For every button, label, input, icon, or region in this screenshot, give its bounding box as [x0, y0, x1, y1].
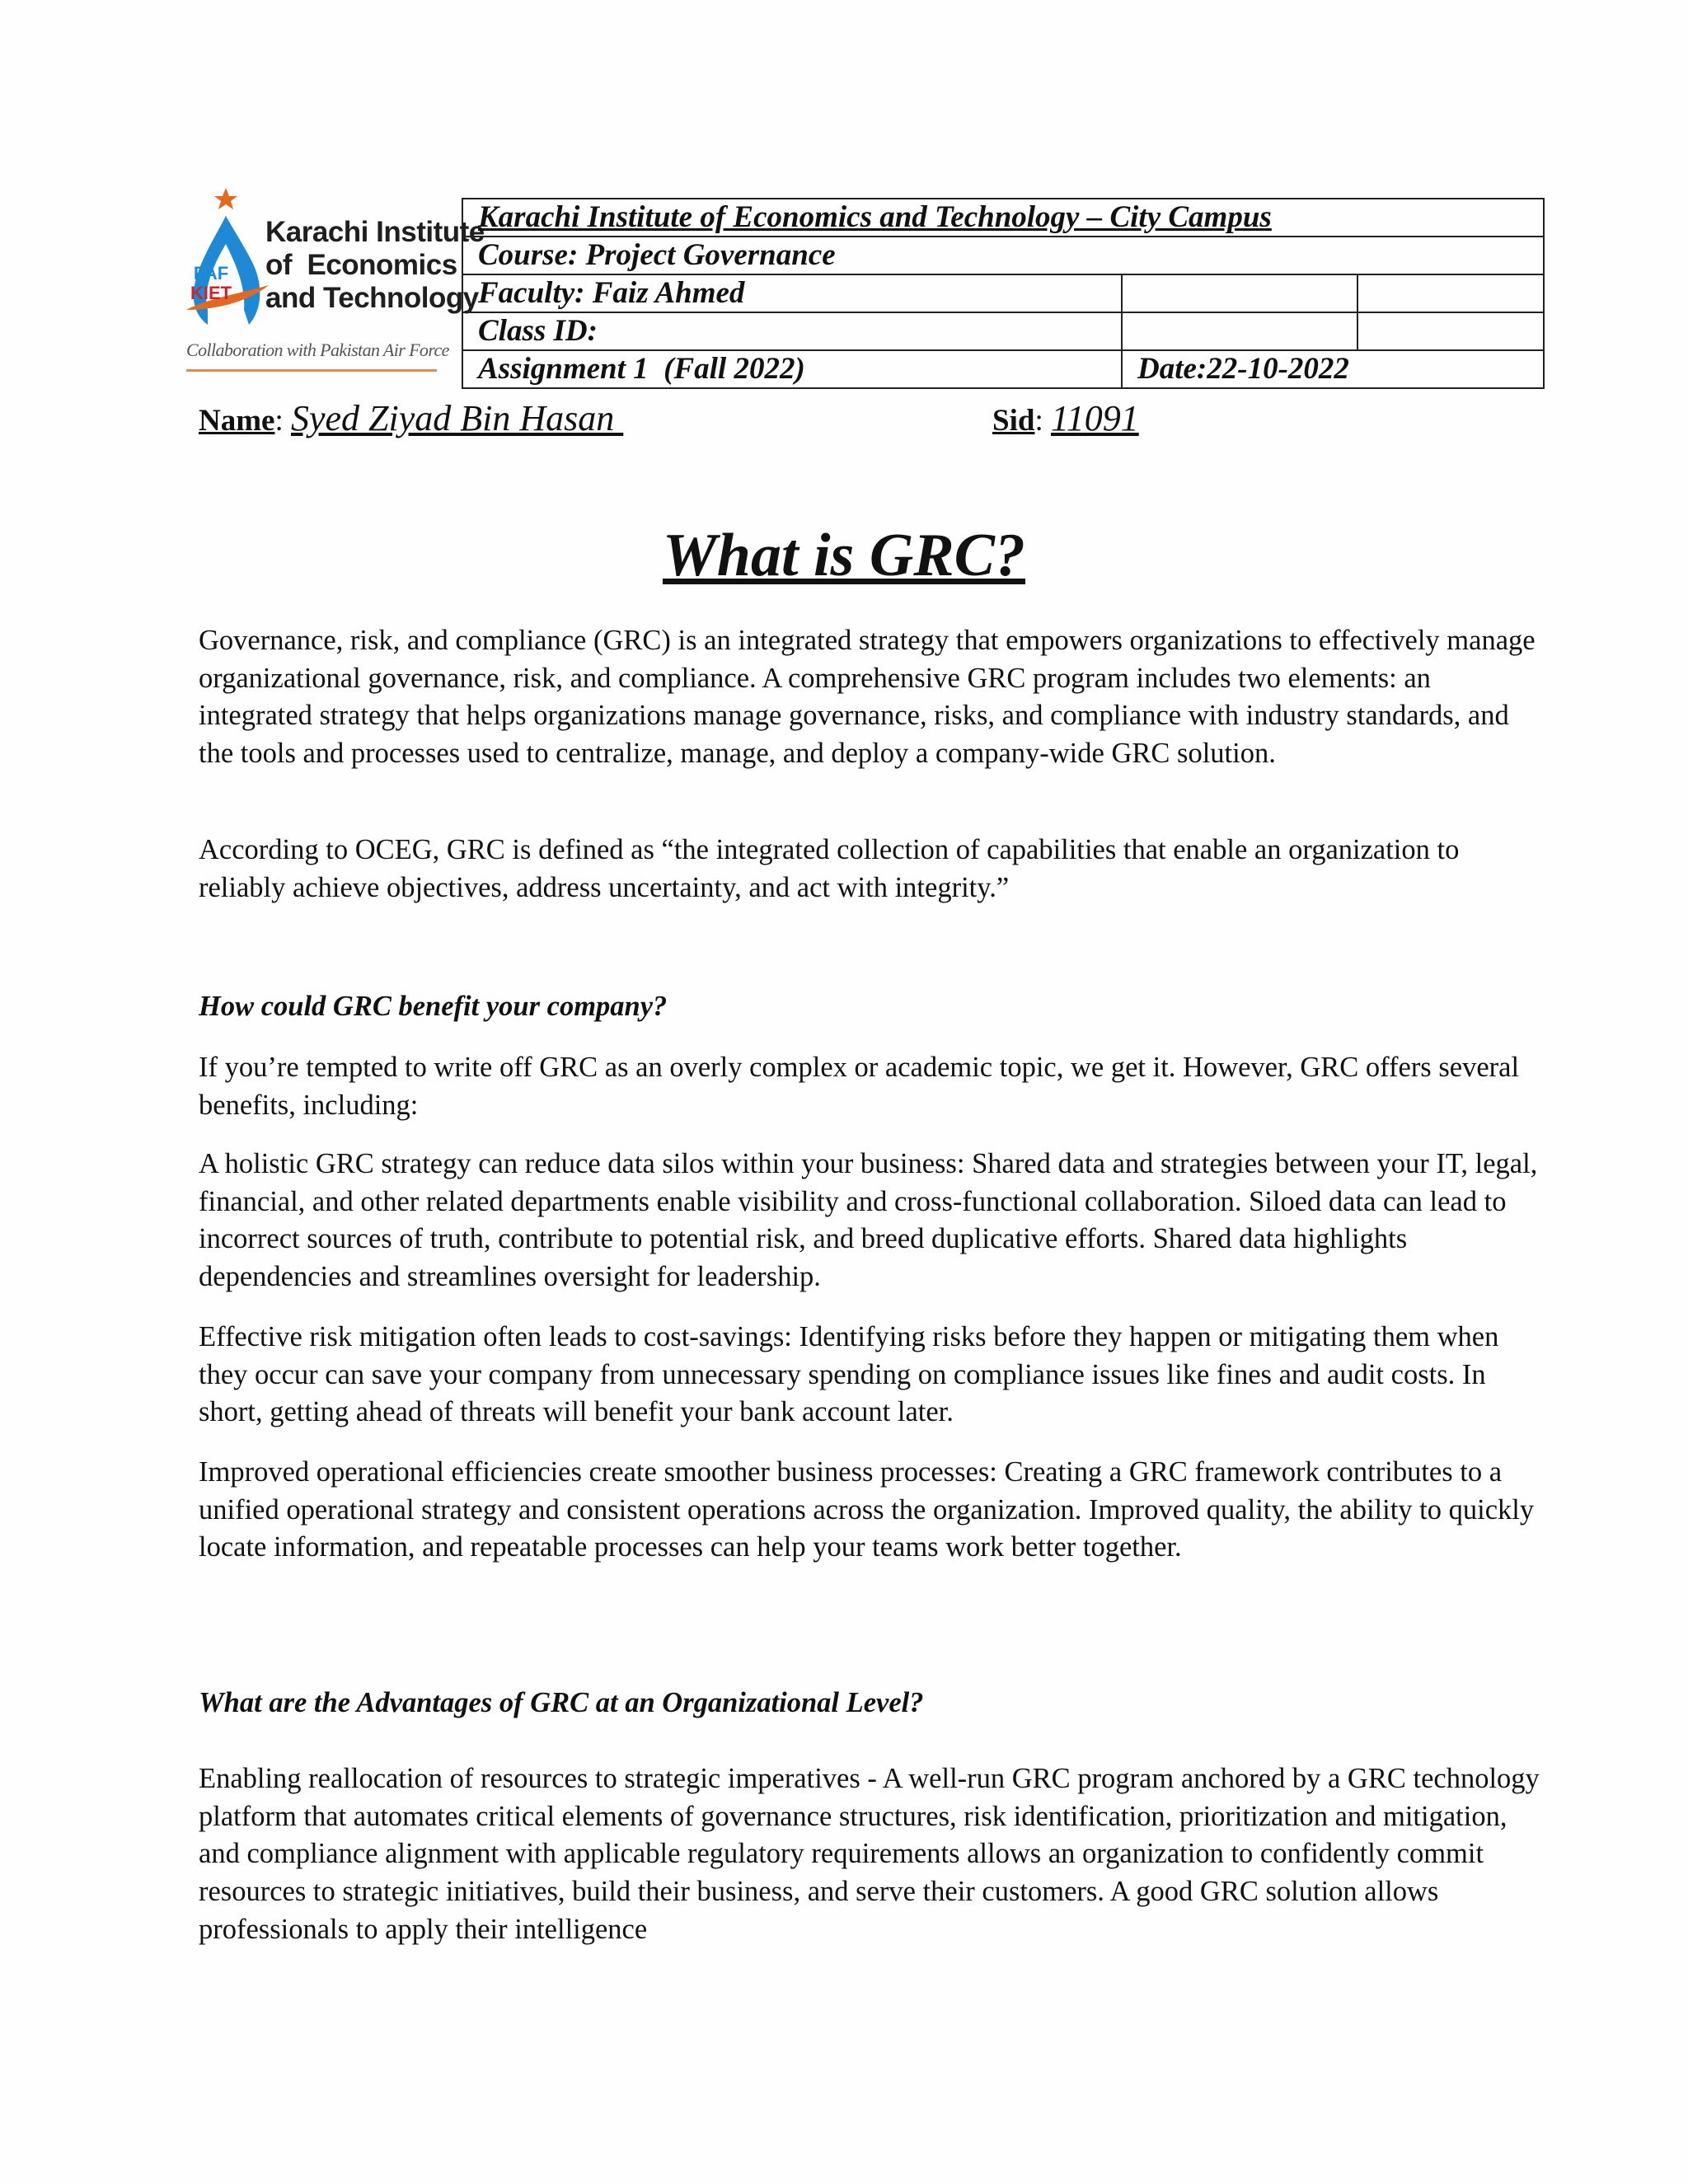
institute-name: Karachi Institute of Economics and Technology – City Campus — [478, 200, 1272, 234]
logo-emblem-icon — [183, 186, 274, 335]
faculty-cell: Faculty: Faiz Ahmed — [462, 274, 1122, 312]
student-sid-row: Sid: 11091 — [992, 398, 1139, 438]
paragraph-benefit-intro: If you’re tempted to write off GRC as an overly complex or academic topic, we get it. However, GRC offers several benefits, including: — [199, 1052, 1520, 1121]
name-label: Name — [199, 404, 275, 438]
header-row-faculty — [462, 274, 1544, 312]
paragraph-intro-2: According to OCEG, GRC is defined as “the integrated collection of capabilities that enable an organization to reliably achieve objectives, address uncertainty, and act with integrity.” — [199, 834, 1460, 903]
date-cell: Date:22-10-2022 — [1122, 350, 1544, 388]
student-sid: 11091 — [1050, 398, 1139, 438]
logo-badge-paf: PAF — [193, 263, 229, 284]
header-row-class — [462, 312, 1544, 350]
logo-tagline: Collaboration with Pakistan Air Force — [186, 340, 449, 360]
assignment-cell: Assignment 1 (Fall 2022) — [462, 350, 1122, 388]
section-heading-benefits: How could GRC benefit your company? — [199, 991, 668, 1022]
logo-line-1: Karachi Institute — [265, 216, 485, 248]
student-name-row: Name: Syed Ziyad Bin Hasan — [199, 398, 624, 438]
paragraph-benefit-2: Effective risk mitigation often leads to cost-savings: Identifying risks before they happen or mitigating them when they occur can save your company from unnecessary spending on compliance issues like fines and audit costs. In short, getting ahead of threats will benefit your bank account later. — [199, 1321, 1499, 1428]
class-id-cell: Class ID: — [462, 312, 1122, 350]
logo-divider — [186, 369, 437, 372]
page-title — [0, 521, 1688, 591]
paragraph-advantage-1: Enabling reallocation of resources to strategic imperatives - A well-run GRC program anchored by a GRC technology platform that automates critical elements of governance structures, risk identification, prioritization and mitigation, and compliance alignment with applicable regulatory requirements allows an organization to confidently commit resources to strategic initiatives, build their business, and serve their customers. A good GRC solution allows professionals to apply their intelligence — [199, 1763, 1540, 1945]
empty-cell — [1122, 274, 1357, 312]
section-heading-advantages: What are the Advantages of GRC at an Organizational Level? — [199, 1687, 924, 1718]
paragraph-benefit-1: A holistic GRC strategy can reduce data silos within your business: Shared data and strategies between your IT, legal, financial, and other related departments enable visibility and cross-functional collaboration. Siloed data can lead to incorrect sources of truth, contribute to potential risk, and breed duplicative efforts. Shared data highlights dependencies and streamlines oversight for leadership. — [199, 1148, 1538, 1293]
institute-logo — [183, 186, 485, 377]
institute-cell — [462, 199, 1544, 237]
paragraph-benefit-3: Improved operational efficiencies create smoother business processes: Creating a GRC framework contributes to a unified operational strategy and consistent operations across the organization. Improved quality, the ability to quickly locate information, and repeatable processes can help your teams work better together. — [199, 1456, 1535, 1563]
logo-badge-kiet: KIET — [190, 283, 232, 303]
logo-badge — [185, 264, 237, 303]
student-name: Syed Ziyad Bin Hasan — [291, 398, 624, 438]
empty-cell — [1357, 274, 1544, 312]
header-row-institute — [462, 199, 1544, 237]
header-row-assignment — [462, 350, 1544, 388]
page-title-text: What is GRC? — [662, 522, 1026, 589]
course-cell: Course: Project Governance — [462, 237, 1544, 274]
header-table — [462, 198, 1545, 389]
logo-line-3: and Technology — [265, 282, 479, 314]
sid-label: Sid — [992, 404, 1035, 438]
header-row-course — [462, 237, 1544, 274]
logo-line-2: of Economics — [265, 249, 457, 281]
empty-cell — [1357, 312, 1544, 350]
paragraph-intro-1: Governance, risk, and compliance (GRC) is an integrated strategy that empowers organizations to effectively manage organizational governance, risk, and compliance. A comprehensive GRC program includes two elements: an integrated strategy that helps organizations manage governance, risks, and compliance with industry standards, and the tools and processes used to centralize, manage, and deploy a company-wide GRC solution. — [199, 625, 1536, 770]
empty-cell — [1122, 312, 1357, 350]
